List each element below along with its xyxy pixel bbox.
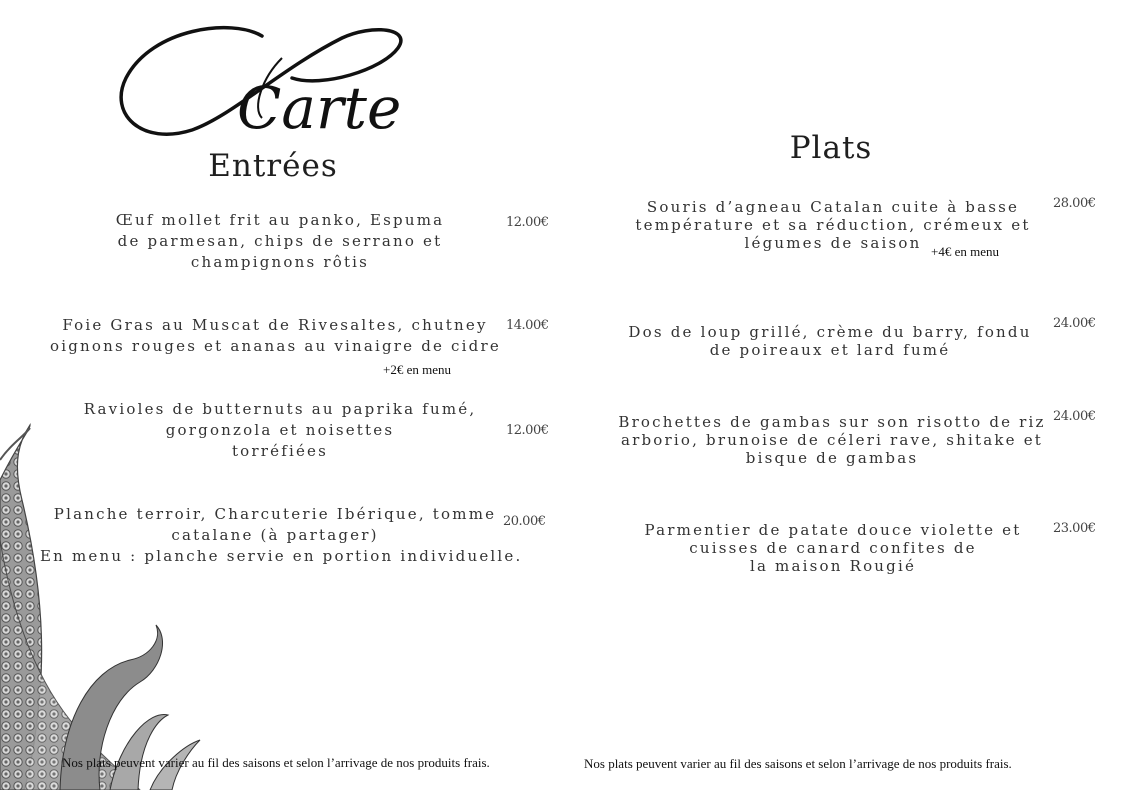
item-description-line: catalane (à partager): [171, 526, 379, 544]
item-description-line: de parmesan, chips de serrano et: [117, 232, 443, 250]
item-price: 24.00€: [1053, 316, 1096, 331]
entrees-footer-note: Nos plats peuvent varier au fil des saisons et selon l’arrivage de nos produits frais.: [62, 755, 490, 770]
item-description-line: Œuf mollet frit au panko, Espuma: [115, 211, 445, 229]
item-price: 20.00€: [503, 514, 546, 529]
item-description-line: de poireaux et lard fumé: [709, 341, 951, 359]
item-description-line: légumes de saison: [744, 234, 922, 252]
item-description-line: gorgonzola et noisettes: [165, 421, 395, 439]
plats-footer-note: Nos plats peuvent varier au fil des saisons et selon l’arrivage de nos produits frais.: [584, 756, 1012, 771]
menu-supplement: +4€ en menu: [931, 244, 999, 259]
item-description-line: Planche terroir, Charcuterie Ibérique, tomme: [53, 505, 497, 523]
entree-item: [40, 504, 523, 567]
entree-item: [90, 210, 470, 273]
item-price: 24.00€: [1053, 409, 1096, 424]
carte-script-title: [112, 18, 442, 148]
item-description-line: température et sa réduction, crémeux et: [635, 216, 1031, 234]
item-price: 28.00€: [1053, 196, 1096, 211]
plat-item: [612, 413, 1052, 467]
item-description-line: bisque de gambas: [745, 449, 919, 467]
item-description-line: cuisses de canard confites de: [689, 539, 977, 557]
item-description-line: oignons rouges et ananas au vinaigre de cidre: [50, 337, 501, 355]
item-description-line: Brochettes de gambas sur son risotto de riz: [618, 413, 1046, 431]
item-description-line: Souris d’agneau Catalan cuite à basse: [646, 198, 1020, 216]
item-description-line: Ravioles de butternuts au paprika fumé,: [83, 400, 477, 418]
item-description-line: Parmentier de patate douce violette et: [644, 521, 1022, 539]
plat-item: [620, 323, 1040, 359]
item-price: 14.00€: [506, 318, 549, 333]
entree-item: [50, 315, 500, 357]
entrees-heading: Entrées: [208, 148, 338, 184]
item-description-line: Foie Gras au Muscat de Rivesaltes, chutney: [62, 316, 488, 334]
item-description-line: En menu : planche servie en portion individuelle.: [40, 547, 523, 565]
menu-supplement: +2€ en menu: [383, 362, 451, 377]
entree-item: [80, 399, 480, 462]
item-description-line: champignons rôtis: [190, 253, 370, 271]
item-price: 12.00€: [506, 215, 549, 230]
octopus-tentacle-illustration: [0, 420, 230, 790]
plat-item: [628, 521, 1038, 575]
item-description-line: torréfiées: [231, 442, 329, 460]
item-description-line: Dos de loup grillé, crème du barry, fondu: [628, 323, 1032, 341]
carte-title-text: Carte: [237, 74, 402, 142]
item-description-line: arborio, brunoise de céleri rave, shitake et: [620, 431, 1044, 449]
item-description-line: la maison Rougié: [749, 557, 917, 575]
item-price: 12.00€: [506, 423, 549, 438]
plats-heading: Plats: [789, 130, 873, 166]
item-price: 23.00€: [1053, 521, 1096, 536]
